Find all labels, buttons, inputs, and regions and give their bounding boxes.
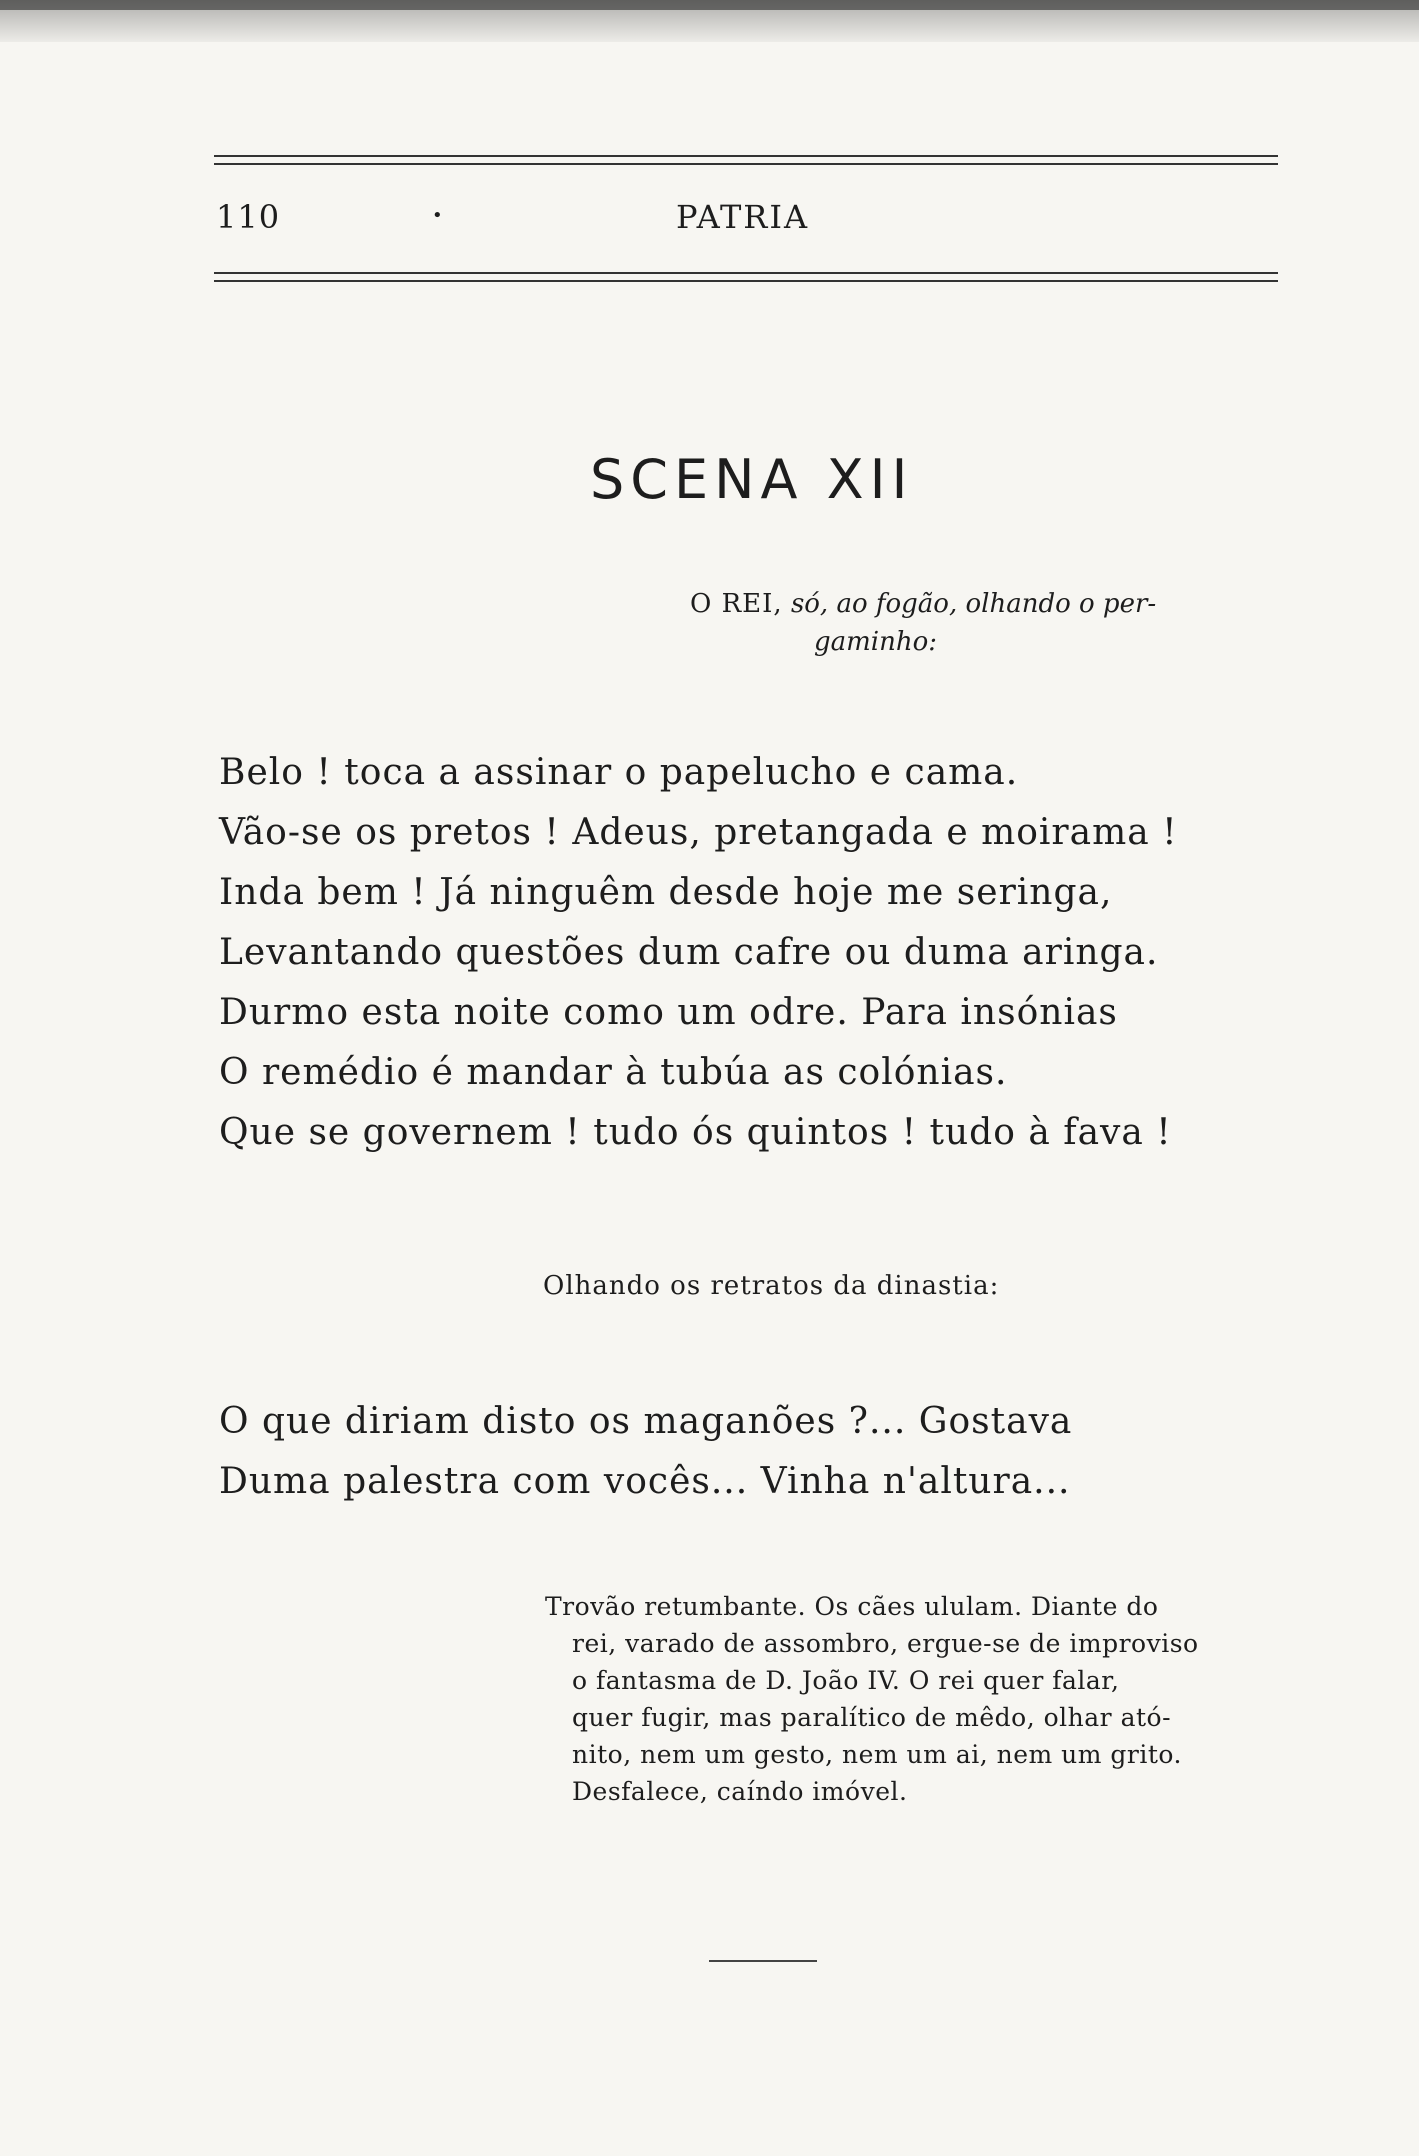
verse-line: Duma palestra com vocês... Vinha n'altura... — [219, 1461, 1071, 1502]
speaker-name: O REI, — [690, 589, 783, 619]
closing-direction-line: rei, varado de assombro, ergue-se de improviso — [572, 1629, 1199, 1658]
closing-direction-line: Trovão retumbante. Os cães ululam. Diante do — [545, 1592, 1159, 1621]
verse-line: Vão-se os pretos ! Adeus, pretangada e moirama ! — [219, 812, 1178, 853]
scan-top-edge — [0, 0, 1419, 42]
header-separator-dot: • — [432, 205, 443, 226]
closing-direction-line: Desfalece, caíndo imóvel. — [572, 1777, 908, 1806]
verse-line: Belo ! toca a assinar o papelucho e cama. — [219, 752, 1019, 793]
verse-block-one — [219, 743, 1219, 1163]
verse-block-two — [219, 1392, 1219, 1512]
stage-direction-line-one: só, ao fogão, olhando o per- — [790, 589, 1157, 619]
verse-line: O remédio é mandar à tubúa as colónias. — [219, 1052, 1008, 1093]
scene-end-rule — [709, 1960, 817, 1962]
page-number: 110 — [216, 198, 281, 236]
verse-line: Levantando questões dum cafre ou duma aringa. — [219, 932, 1159, 973]
verse-line: Que se governem ! tudo ós quintos ! tudo à fava ! — [219, 1112, 1172, 1153]
closing-direction-line: o fantasma de D. João IV. O rei quer falar, — [572, 1666, 1120, 1695]
verse-line: Inda bem ! Já ninguêm desde hoje me seringa, — [219, 872, 1113, 913]
verse-line: O que diriam disto os maganões ?... Gostava — [219, 1401, 1073, 1442]
header-bottom-rule — [214, 272, 1278, 282]
closing-direction-line: nito, nem um gesto, nem um ai, nem um grito. — [572, 1740, 1182, 1769]
opening-stage-direction — [690, 585, 1310, 661]
middle-stage-direction: Olhando os retratos da dinastia: — [543, 1271, 1000, 1301]
running-title: PATRIA — [676, 198, 810, 236]
closing-stage-direction — [545, 1588, 1305, 1810]
closing-direction-line: quer fugir, mas paralítico de mêdo, olhar ató- — [572, 1703, 1172, 1732]
verse-line: Durmo esta noite como um odre. Para insónias — [219, 992, 1118, 1033]
stage-direction-line-two: gaminho: — [814, 627, 938, 657]
scene-title: SCENA XII — [590, 448, 914, 511]
header-top-rule — [214, 155, 1278, 165]
